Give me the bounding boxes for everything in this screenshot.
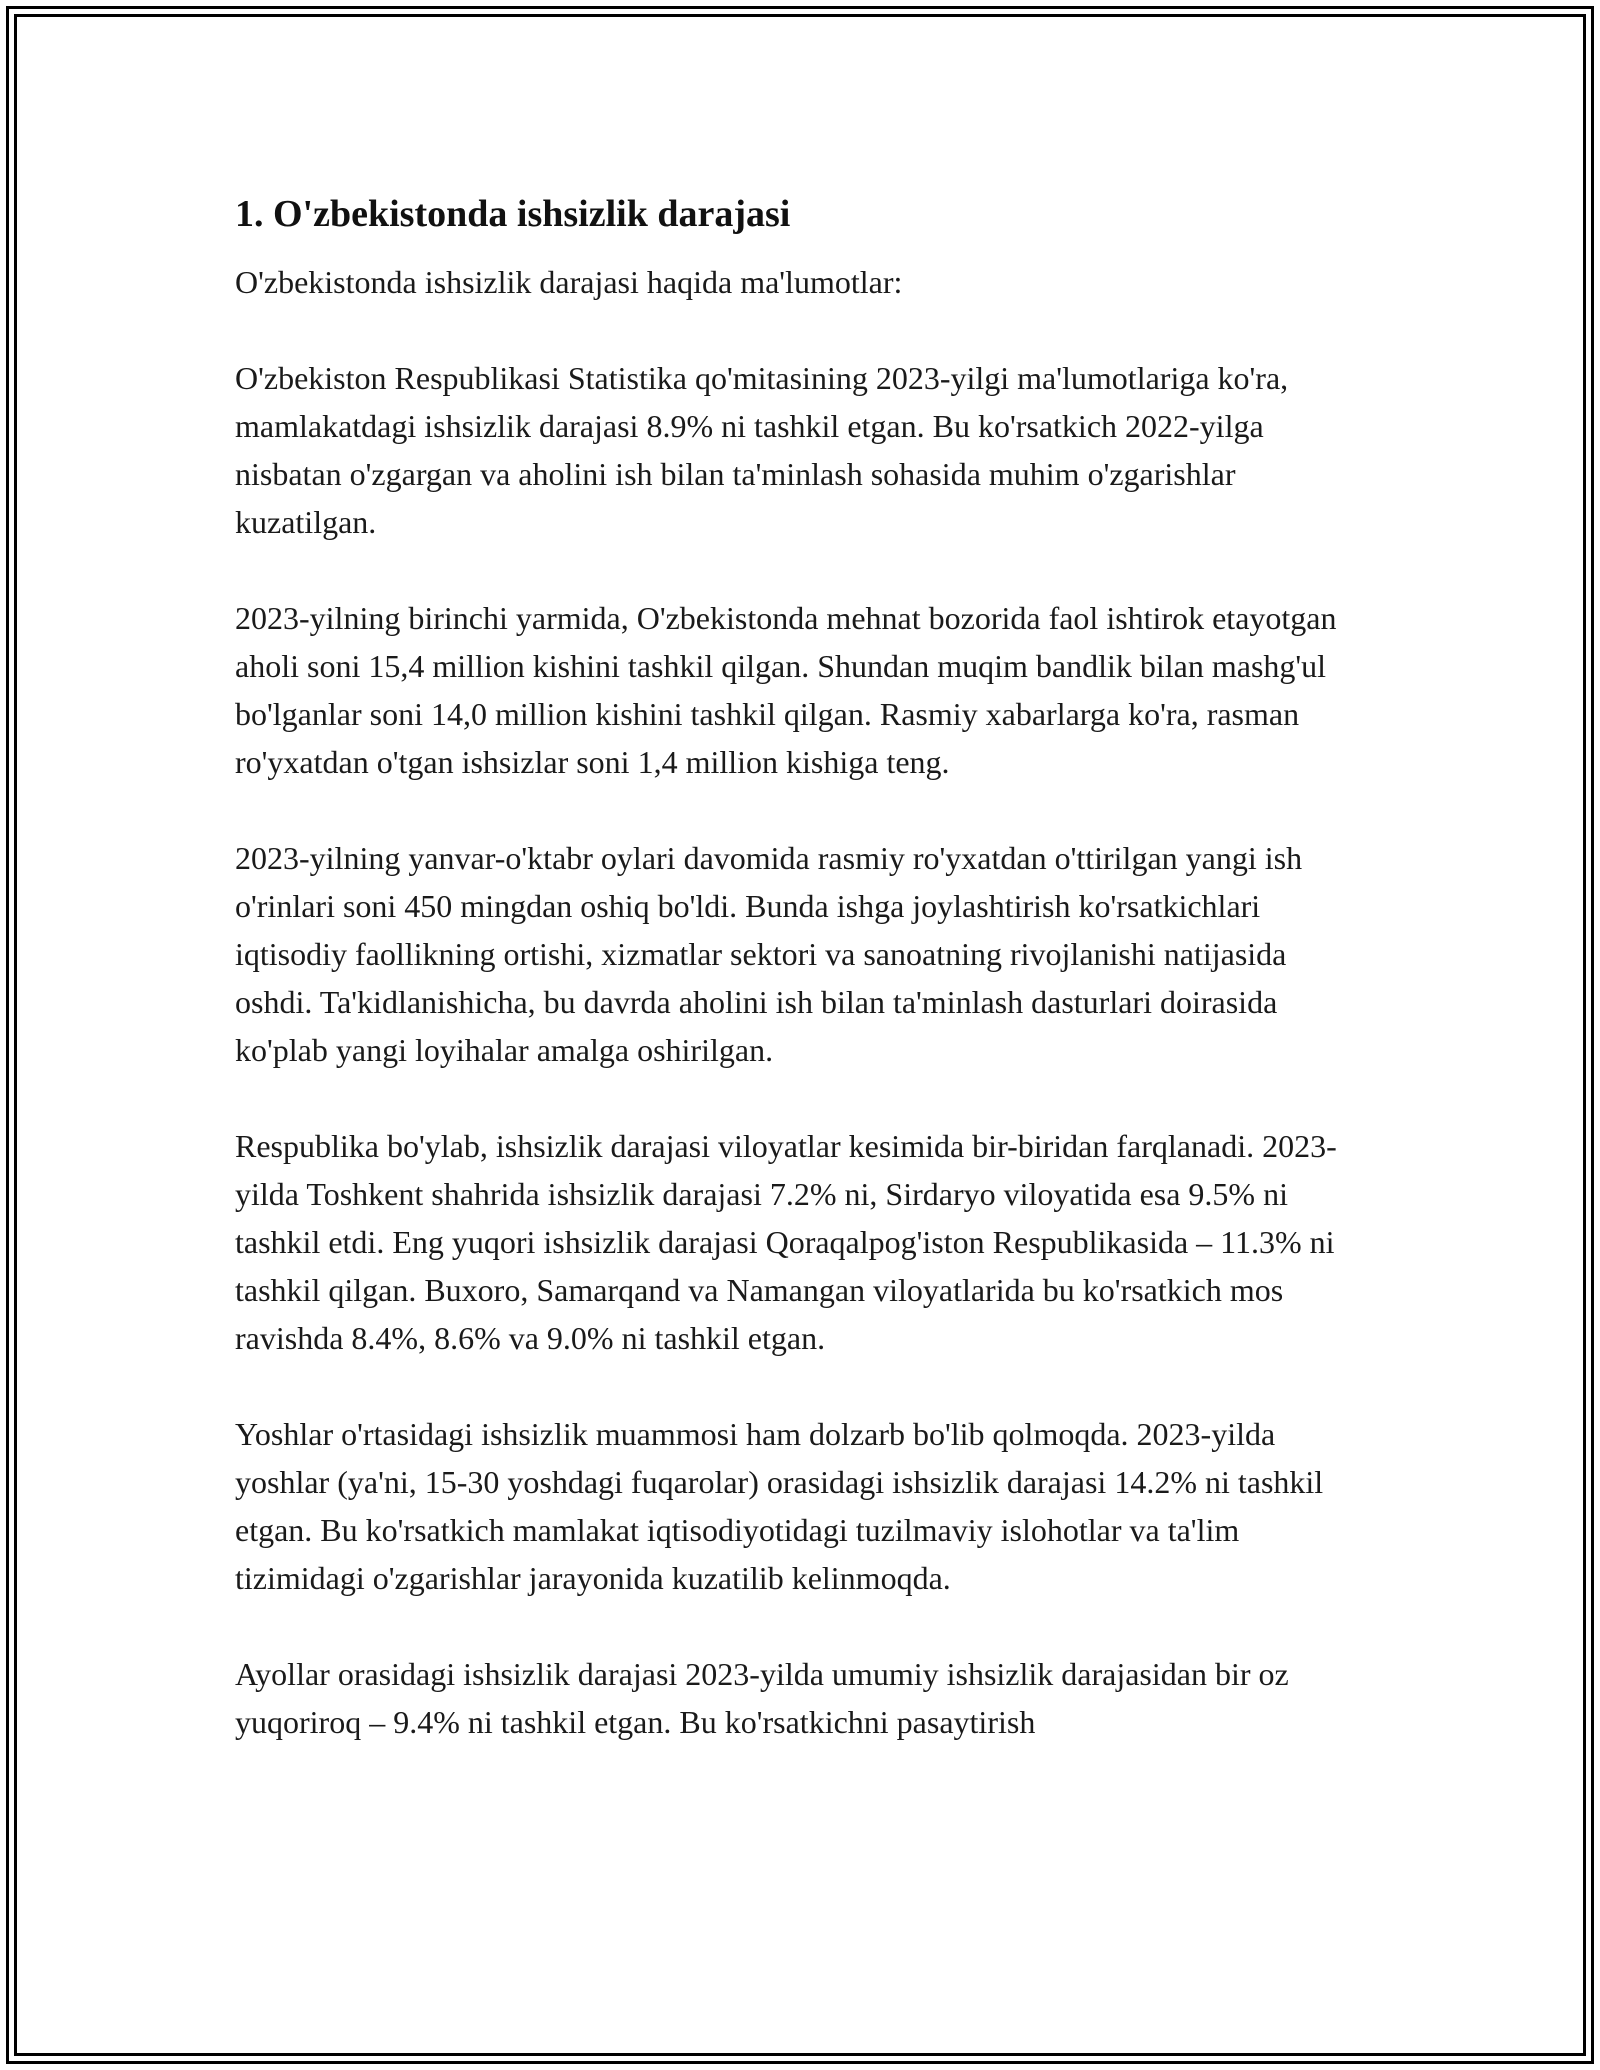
paragraph-labor-market: 2023-yilning birinchi yarmida, O'zbekistonda mehnat bozorida faol ishtirok etayotgan aholi soni 15,4 million kishini tashkil qilgan. Shundan muqim bandlik bilan mashg'ul bo'lganlar soni 14,0 million kishini tashkil qilgan. Rasmiy xabarlarga ko'ra, rasman ro'yxatdan o'tgan ishsizlar soni 1,4 million kishiga teng. [235,600,1337,780]
paragraph-youth: Yoshlar o'rtasidagi ishsizlik muammosi ham dolzarb bo'lib qolmoqda. 2023-yilda yoshlar (ya'ni, 15-30 yoshdagi fuqarolar) orasidagi ishsizlik darajasi 14.2% ni tashkil etgan. Bu ko'rsatkich mamlakat iqtisodiyotidagi tuzilmaviy islohotlar va ta'lim tizimidagi o'zgarishlar jarayonida kuzatilib kelinmoqda. [235,1416,1324,1596]
paragraph-women: Ayollar orasidagi ishsizlik darajasi 2023-yilda umumiy ishsizlik darajasidan bir oz yuqoriroq – 9.4% ni tashkil etgan. Bu ko'rsatkichni pasaytirish [235,1656,1289,1740]
paragraph-new-jobs: 2023-yilning yanvar-o'ktabr oylari davomida rasmiy ro'yxatdan o'ttirilgan yangi ish o'rinlari soni 450 mingdan oshiq bo'ldi. Bunda ishga joylashtirish ko'rsatkichlari iqtisodiy faollikning ortishi, xizmatlar sektori va sanoatning rivojlanishi natijasida oshdi. Ta'kidlanishicha, bu davrda aholini ish bilan ta'minlash dasturlari doirasida ko'plab yangi loyihalar amalga oshirilgan. [235,840,1303,1068]
paragraph-statistics: O'zbekiston Respublikasi Statistika qo'mitasining 2023-yilgi ma'lumotlariga ko'ra, mamlakatdagi ishsizlik darajasi 8.9% ni tashkil etgan. Bu ko'rsatkich 2022-yilga nisbatan o'zgargan va aholini ish bilan ta'minlash sohasida muhim o'zgarishlar kuzatilgan. [235,360,1289,540]
intro-paragraph: O'zbekistonda ishsizlik darajasi haqida ma'lumotlar: [235,264,903,300]
section-heading: 1. O'zbekistonda ishsizlik darajasi [235,193,791,235]
paragraph-regions: Respublika bo'ylab, ishsizlik darajasi viloyatlar kesimida bir-biridan farqlanadi. 2023-yilda Toshkent shahrida ishsizlik darajasi 7.2% ni, Sirdaryo viloyatida esa 9.5% ni tashkil etdi. Eng yuqori ishsizlik darajasi Qoraqalpog'iston Respublikasida – 11.3% ni tashkil qilgan. Buxoro, Samarqand va Namangan viloyatlarida bu ko'rsatkich mos ravishda 8.4%, 8.6% va 9.0% ni tashkil etgan. [235,1128,1337,1356]
document-body [235,190,1365,1794]
